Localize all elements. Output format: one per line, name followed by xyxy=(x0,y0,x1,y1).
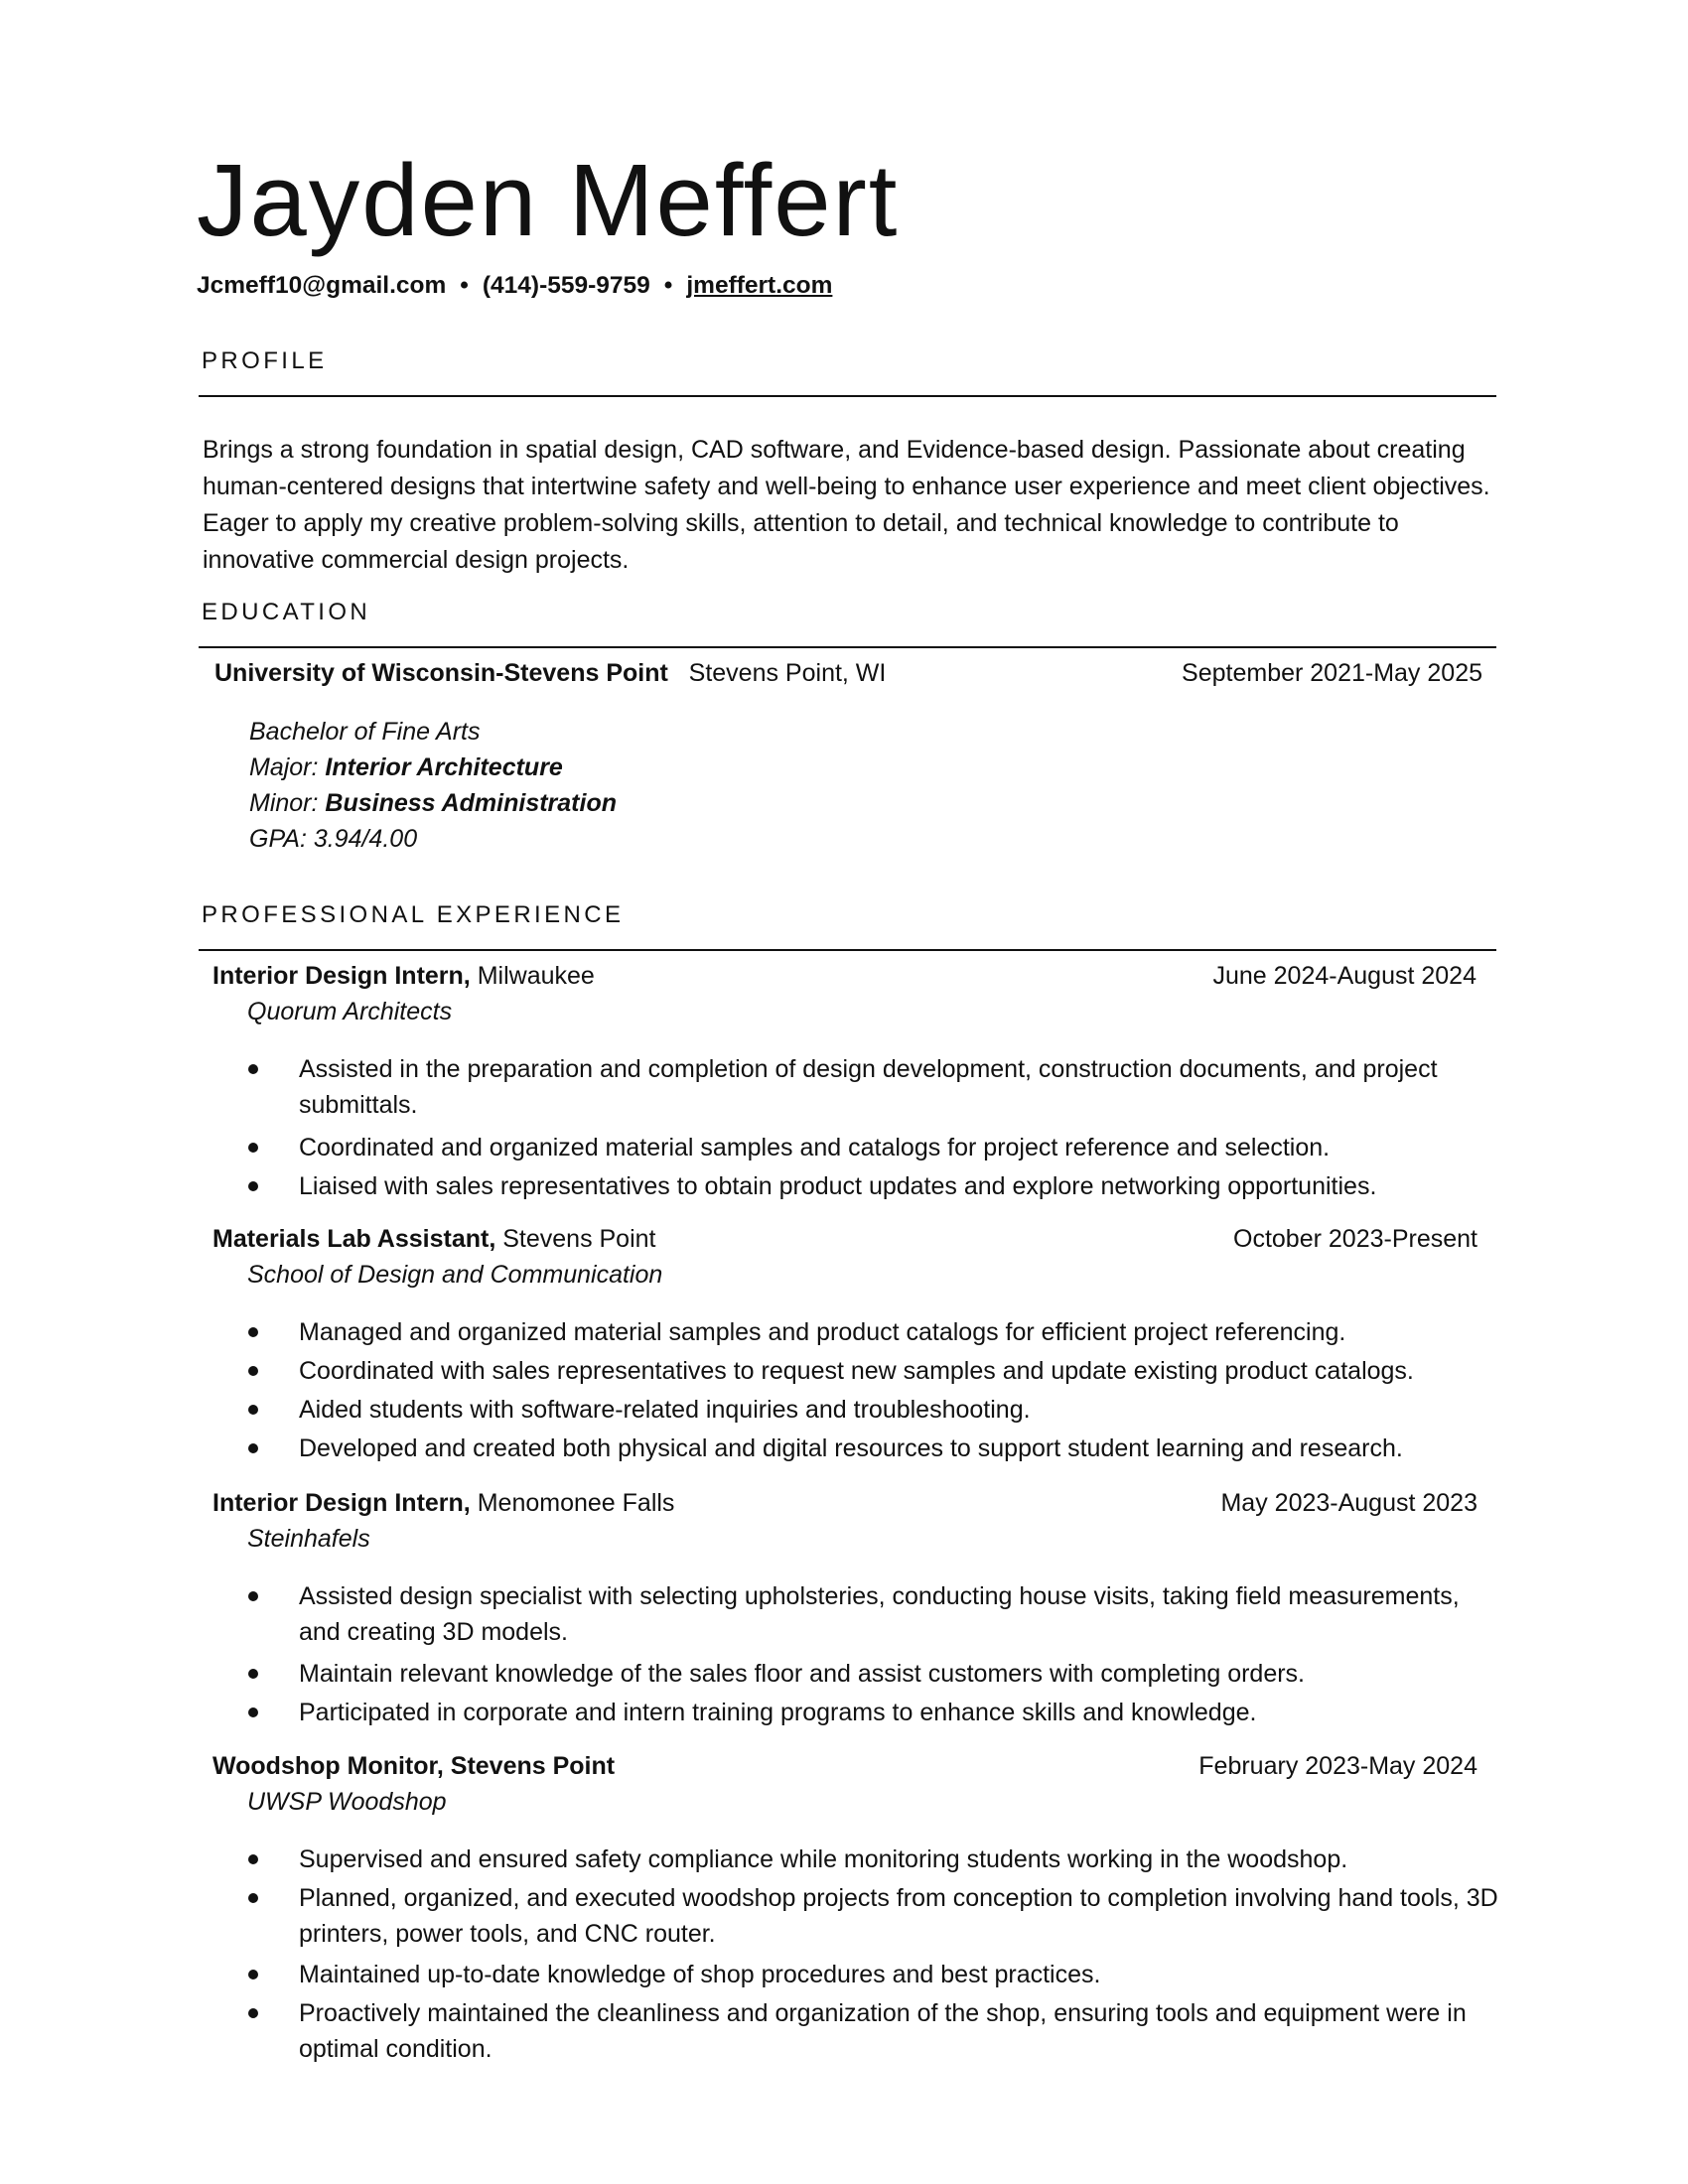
bullet-text: Maintain relevant knowledge of the sales floor and assist customers with completing orders. xyxy=(299,1660,1306,1688)
bullet-text: Maintained up-to-date knowledge of shop procedures and best practices. xyxy=(299,1961,1101,1988)
school-name-line xyxy=(214,659,886,688)
bullet-icon xyxy=(248,1591,258,1601)
major-label: Major: xyxy=(249,753,319,781)
job-org: School of Design and Communication xyxy=(247,1261,663,1289)
email-link[interactable]: Jcmeff10@gmail.com xyxy=(197,272,447,299)
minor-line xyxy=(249,789,617,818)
bullet-icon xyxy=(248,2008,258,2018)
job-dates: February 2023-May 2024 xyxy=(1198,1752,1477,1780)
bullet-text: Supervised and ensured safety compliance while monitoring students working in the woodshop. xyxy=(299,1845,1348,1873)
job-row xyxy=(0,1225,1688,1259)
bullet-icon xyxy=(248,1405,258,1415)
section-title-profile: PROFILE xyxy=(202,347,328,374)
bullet-icon xyxy=(248,1327,258,1337)
major-line xyxy=(249,753,563,782)
major: Interior Architecture xyxy=(325,753,563,781)
section-divider xyxy=(199,949,1496,951)
bullet-text: Proactively maintained the cleanliness and organization of the shop, ensuring tools and equipment were in optimal condition. xyxy=(299,1999,1467,2063)
section-divider xyxy=(199,646,1496,648)
job-role: Interior Design Intern, xyxy=(212,962,471,990)
job-title-line xyxy=(212,1752,615,1781)
section-title-education: EDUCATION xyxy=(202,599,371,625)
bullet-icon xyxy=(248,1064,258,1074)
bullet-text: Assisted in the preparation and completion of design development, construction documents, and project submittals. xyxy=(299,1055,1438,1119)
contact-line xyxy=(197,271,832,301)
job-title-line xyxy=(212,962,595,991)
bullet-text: Planned, organized, and executed woodshop projects from conception to completion involving hand tools, 3D printers, power tools, and CNC router. xyxy=(299,1884,1498,1948)
bullet-text: Managed and organized material samples and product catalogs for efficient project referencing. xyxy=(299,1318,1346,1346)
job-row xyxy=(0,962,1688,996)
bullet-text: Liaised with sales representatives to obtain product updates and explore networking opportunities. xyxy=(299,1172,1377,1200)
job-dates: June 2024-August 2024 xyxy=(1212,962,1477,990)
job-location: Milwaukee xyxy=(477,962,595,990)
separator-dot: • xyxy=(460,272,469,299)
candidate-name: Jayden Meffert xyxy=(197,143,900,257)
job-dates: May 2023-August 2023 xyxy=(1220,1489,1477,1517)
minor-label: Minor: xyxy=(249,789,319,817)
bullet-text: Developed and created both physical and digital resources to support student learning and research. xyxy=(299,1434,1403,1462)
job-org: Steinhafels xyxy=(247,1525,370,1553)
bullet-text: Aided students with software-related inquiries and troubleshooting. xyxy=(299,1396,1031,1424)
job-org: UWSP Woodshop xyxy=(247,1788,447,1816)
job-dates: October 2023-Present xyxy=(1233,1225,1477,1253)
profile-text: Brings a strong foundation in spatial design, CAD software, and Evidence-based design. Passionate about creating human-centered designs that intertwine safety and well-being to enhance user experience and meet client objectives. Eager to apply my creative problem-solving skills, attention to detail, and technical knowledge to contribute to innovative commercial design projects. xyxy=(203,436,1490,574)
gpa: GPA: 3.94/4.00 xyxy=(249,825,418,853)
bullet-icon xyxy=(248,1893,258,1903)
bullet-icon xyxy=(248,1181,258,1191)
bullet-icon xyxy=(248,1854,258,1864)
bullet-text: Participated in corporate and intern training programs to enhance skills and knowledge. xyxy=(299,1699,1257,1726)
job-row xyxy=(0,1752,1688,1786)
job-row xyxy=(0,1489,1688,1523)
school-location: Stevens Point, WI xyxy=(688,659,887,687)
bullet-icon xyxy=(248,1143,258,1153)
job-title-line xyxy=(212,1489,674,1518)
minor: Business Administration xyxy=(325,789,617,817)
bullet-text: Assisted design specialist with selecting upholsteries, conducting house visits, taking field measurements, and creating 3D models. xyxy=(299,1582,1460,1646)
school-name: University of Wisconsin-Stevens Point xyxy=(214,659,668,687)
phone-number: (414)-559-9759 xyxy=(482,272,650,299)
degree: Bachelor of Fine Arts xyxy=(249,718,481,746)
bullet-icon xyxy=(248,1669,258,1679)
education-dates: September 2021-May 2025 xyxy=(1182,659,1482,687)
website-link[interactable]: jmeffert.com xyxy=(686,272,833,299)
separator-dot: • xyxy=(663,272,673,299)
bullet-text: Coordinated with sales representatives to request new samples and update existing product catalogs. xyxy=(299,1357,1414,1385)
bullet-text: Coordinated and organized material samples and catalogs for project reference and selection. xyxy=(299,1134,1331,1161)
job-org: Quorum Architects xyxy=(247,998,453,1025)
bullet-icon xyxy=(248,1707,258,1717)
job-location: Stevens Point xyxy=(502,1225,656,1253)
section-title-experience: PROFESSIONAL EXPERIENCE xyxy=(202,901,625,928)
job-role: Interior Design Intern, xyxy=(212,1489,471,1517)
bullet-icon xyxy=(248,1970,258,1979)
job-role: Woodshop Monitor, Stevens Point xyxy=(212,1752,616,1780)
bullet-icon xyxy=(248,1443,258,1453)
job-location: Menomonee Falls xyxy=(477,1489,675,1517)
job-role: Materials Lab Assistant, xyxy=(212,1225,496,1253)
section-divider xyxy=(199,395,1496,397)
job-title-line xyxy=(212,1225,656,1254)
bullet-icon xyxy=(248,1366,258,1376)
education-row xyxy=(0,659,1688,693)
